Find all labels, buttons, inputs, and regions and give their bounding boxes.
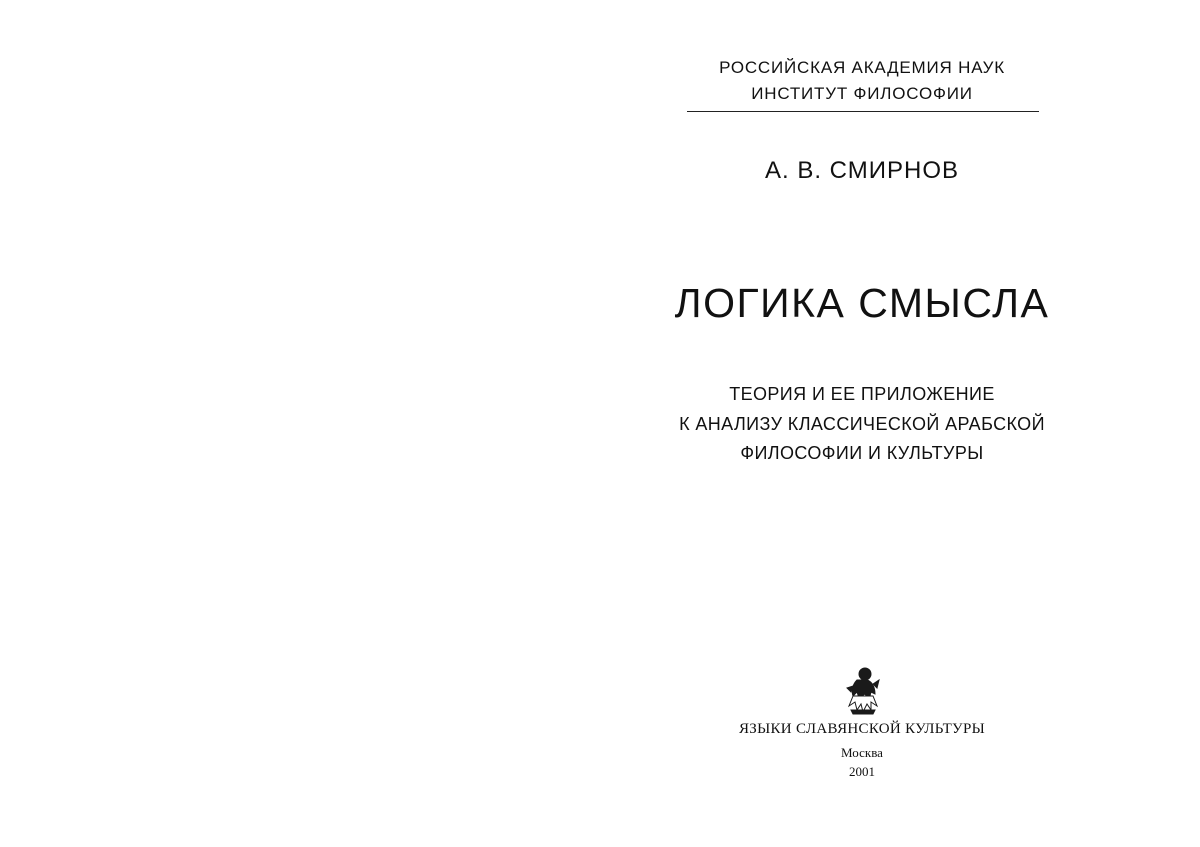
subtitle-line: ФИЛОСОФИИ И КУЛЬТУРЫ	[740, 443, 984, 463]
author-name: А. В. СМИРНОВ	[764, 157, 959, 184]
subtitle-line: К АНАЛИЗУ КЛАССИЧЕСКОЙ АРАБСКОЙ	[679, 414, 1045, 434]
book-title: ЛОГИКА СМЫСЛА	[674, 280, 1050, 326]
header-divider	[687, 111, 1039, 112]
publication-year: 2001	[849, 764, 875, 779]
publisher-name: ЯЗЫКИ СЛАВЯНСКОЙ КУЛЬТУРЫ	[739, 721, 985, 737]
institute-name: ИНСТИТУТ ФИЛОСОФИИ	[751, 84, 973, 103]
publisher-emblem-icon	[843, 666, 883, 718]
title-page	[600, 0, 1200, 847]
subtitle-line: ТЕОРИЯ И ЕЕ ПРИЛОЖЕНИЕ	[729, 384, 995, 404]
organization-name: РОССИЙСКАЯ АКАДЕМИЯ НАУК	[719, 58, 1005, 77]
publication-city: Москва	[841, 745, 883, 760]
